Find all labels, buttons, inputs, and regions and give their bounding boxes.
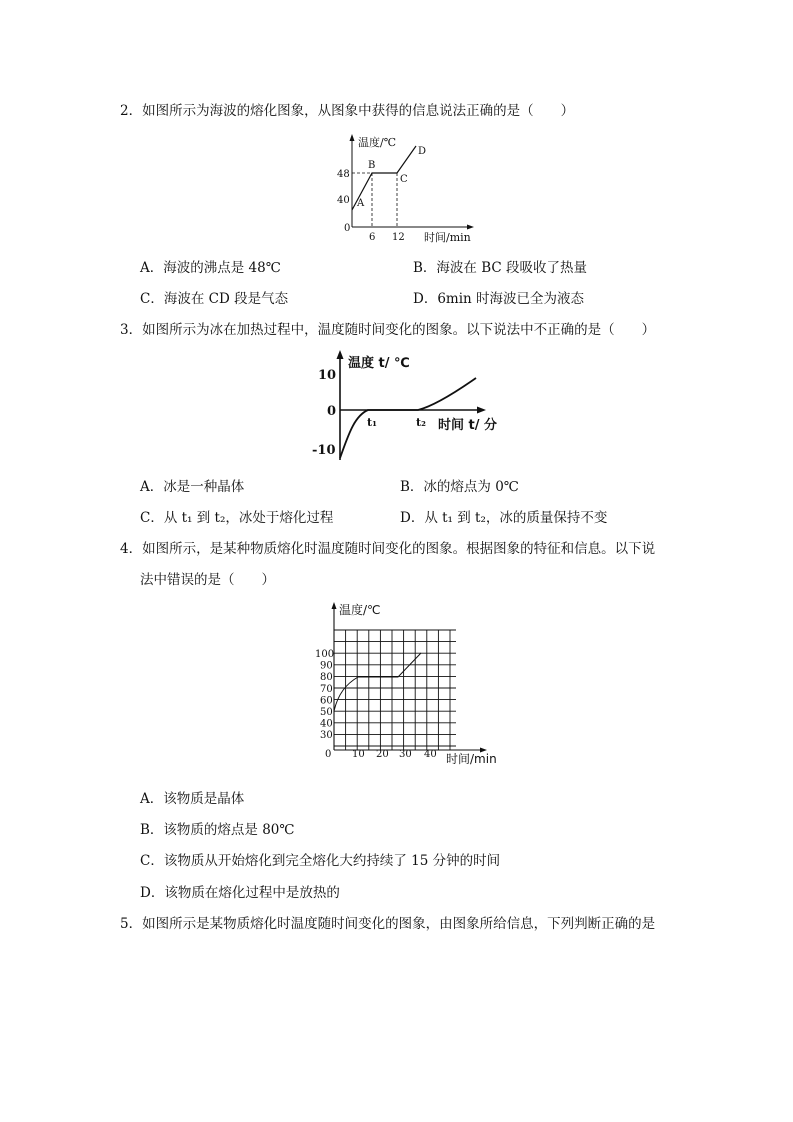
y-tick: 48 [337, 169, 350, 180]
x-axis-label: 时间/min [446, 752, 497, 766]
x-tick: 20 [376, 749, 389, 760]
melting-curve [334, 653, 421, 711]
y-tick: 90 [320, 660, 333, 672]
grid [334, 630, 456, 750]
y-tick: 40 [320, 718, 333, 730]
question-3-option-b[interactable]: B．冰的熔点为 0℃ [400, 479, 519, 495]
x-axis-label: 时间/min [424, 231, 471, 244]
t1-label: t₁ [367, 416, 377, 429]
question-2-option-c[interactable]: C．海波在 CD 段是气态 [140, 291, 289, 307]
question-2-stem: 2．如图所示为海波的熔化图象，从图象中获得的信息说法正确的是（ ） [120, 103, 575, 119]
x-tick: 40 [424, 749, 437, 760]
x-tick: 10 [352, 749, 365, 760]
t2-label: t₂ [416, 416, 426, 429]
question-4-option-b[interactable]: B．该物质的熔点是 80℃ [140, 822, 295, 838]
question-3-option-a[interactable]: A．冰是一种晶体 [140, 479, 245, 495]
y-tick: 0 [344, 223, 351, 234]
x-axis-arrow [467, 225, 474, 230]
y-tick: 40 [337, 195, 350, 206]
question-3-option-d[interactable]: D．从 t₁ 到 t₂，冰的质量保持不变 [400, 510, 608, 526]
question-2-option-d[interactable]: D．6min 时海波已全为液态 [413, 291, 585, 307]
question-4-option-c[interactable]: C．该物质从开始熔化到完全熔化大约持续了 15 分钟的时间 [140, 853, 501, 869]
y-tick: 100 [315, 649, 335, 660]
y-tick: 30 [320, 730, 333, 742]
point-label-c: C [400, 174, 408, 185]
question-4-option-a[interactable]: A．该物质是晶体 [140, 791, 245, 807]
point-label-d: D [418, 146, 427, 157]
y-axis-arrow [332, 602, 337, 609]
y-tick: 10 [318, 368, 337, 383]
y-tick: 0 [327, 404, 337, 419]
question-2-figure [330, 132, 480, 247]
x-tick: 12 [392, 232, 405, 243]
x-axis-arrow [477, 407, 486, 414]
x-tick: 30 [399, 749, 412, 760]
y-tick: 70 [320, 683, 333, 695]
y-tick: 60 [320, 695, 333, 707]
question-4-stem-line1: 4．如图所示，是某种物质熔化时温度随时间变化的图象。根据图象的特征和信息。以下说 [120, 541, 656, 557]
y-axis-arrow [350, 134, 355, 141]
x-tick: 0 [325, 749, 332, 760]
y-axis-label: 温度/℃ [339, 603, 381, 617]
point-label-a: A [357, 198, 365, 209]
y-tick: -10 [312, 443, 336, 458]
y-tick: 50 [320, 707, 333, 718]
question-3-figure [310, 348, 505, 468]
question-5-stem: 5．如图所示是某物质熔化时温度随时间变化的图象，由图象所给信息，下列判断正确的是 [120, 916, 656, 932]
y-axis-arrow [337, 350, 344, 359]
question-2-option-b[interactable]: B．海波在 BC 段吸收了热量 [413, 260, 588, 276]
question-3-option-c[interactable]: C．从 t₁ 到 t₂，冰处于熔化过程 [140, 510, 334, 526]
y-tick: 80 [320, 672, 333, 684]
question-3-stem: 3．如图所示为冰在加热过程中，温度随时间变化的图象。以下说法中不正确的是（ ） [120, 322, 656, 338]
x-tick: 6 [369, 232, 376, 243]
point-label-b: B [368, 160, 376, 171]
question-2-option-a[interactable]: A．海波的沸点是 48℃ [140, 260, 281, 276]
question-4-figure [312, 600, 512, 770]
x-axis-label: 时间 t/ 分 [438, 418, 498, 433]
question-4-option-d[interactable]: D．该物质在熔化过程中是放热的 [140, 885, 340, 901]
y-axis-label: 温度/℃ [358, 136, 397, 149]
question-4-stem-line2: 法中错误的是（ ） [140, 572, 275, 588]
y-axis-label: 温度 t/ ℃ [348, 356, 410, 371]
